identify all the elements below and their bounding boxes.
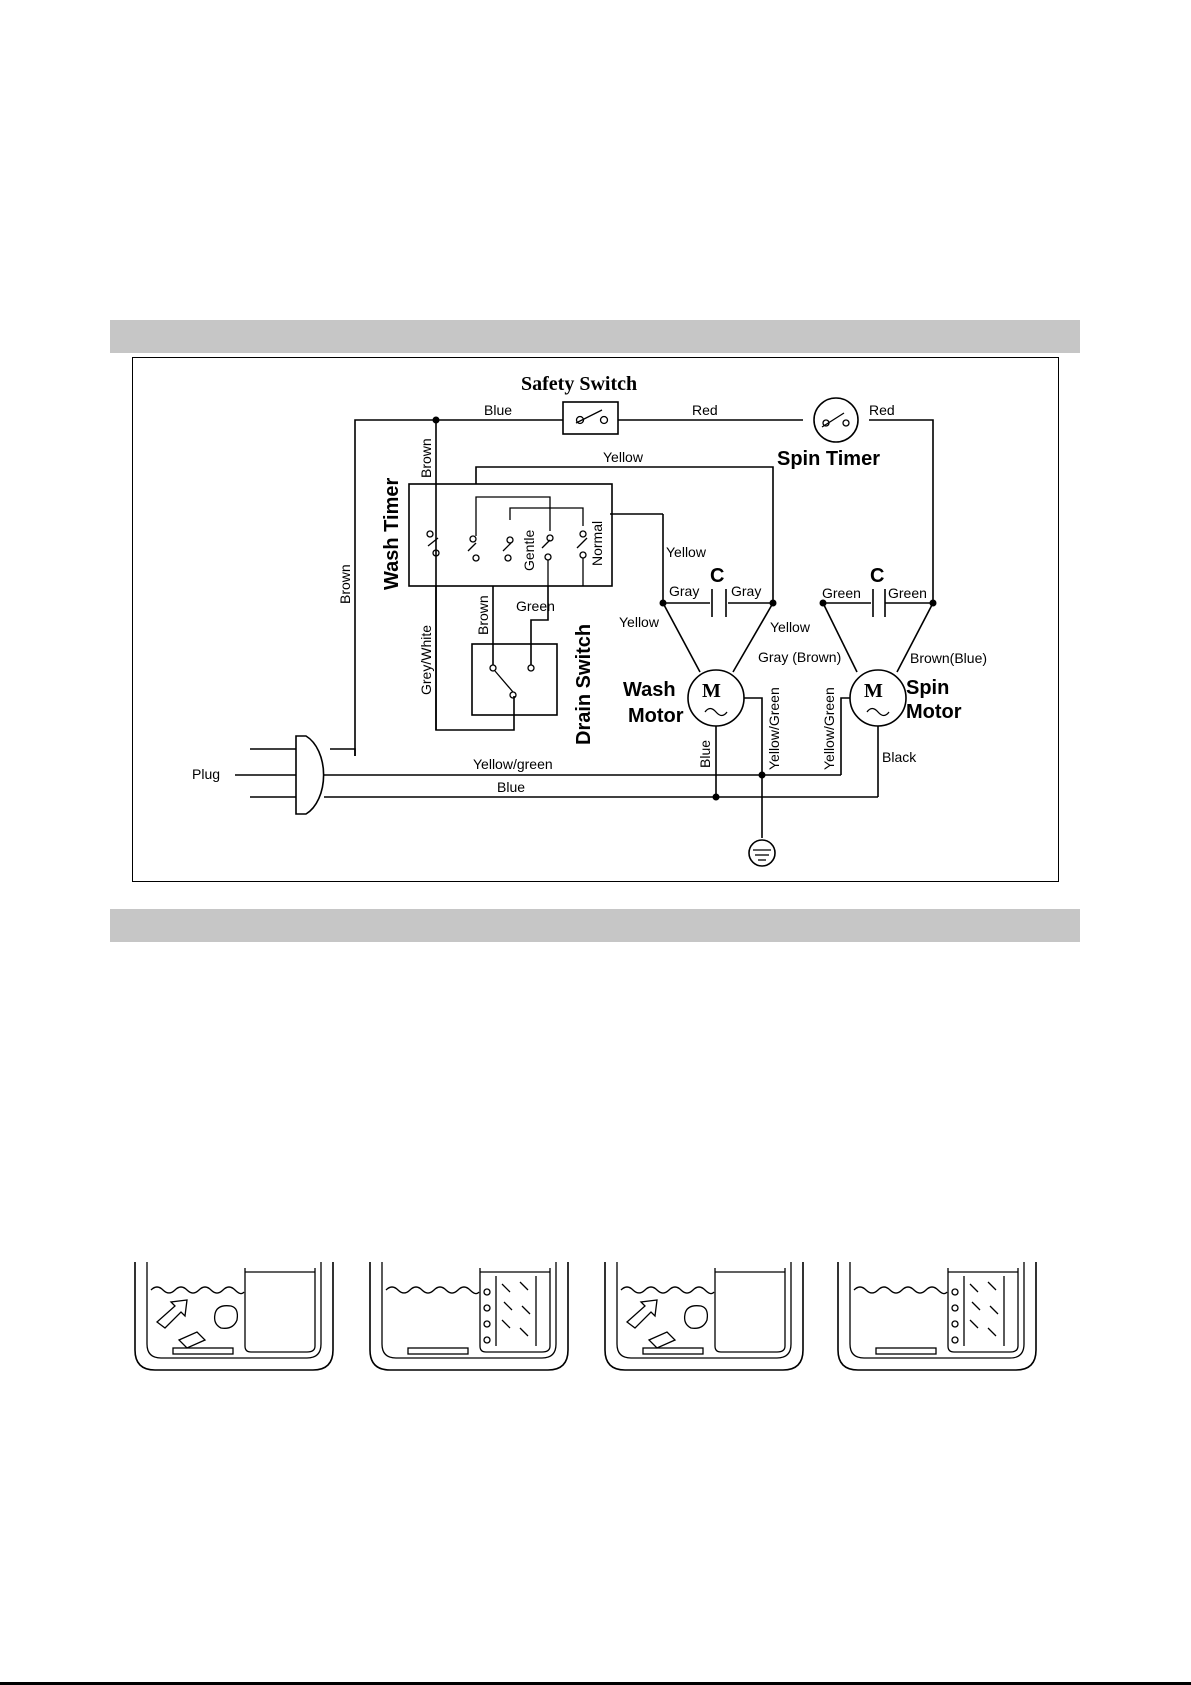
wire-label-brown-drain: Brown — [475, 595, 491, 635]
wire-label-green-left: Green — [822, 585, 861, 601]
wire-label-gray-left: Gray — [669, 583, 700, 599]
wire-label-brown-vertical: Brown — [418, 438, 434, 478]
tub-wash-1 — [135, 1262, 333, 1370]
tub-spin-1 — [370, 1262, 568, 1370]
wire-label-gray-brown: Gray (Brown) — [758, 649, 842, 665]
wire-label-yellow-mid: Yellow — [666, 544, 706, 560]
drain-switch-label: Drain Switch — [573, 623, 595, 745]
wire-label-yellow-top: Yellow — [603, 449, 643, 465]
wire-label-grey-white: Grey/White — [418, 624, 434, 695]
wire-label-green-right: Green — [888, 585, 927, 601]
gentle-label: Gentle — [521, 529, 537, 571]
wire-label-black: Black — [882, 749, 917, 765]
wash-motor-label-line1: Wash — [623, 679, 676, 701]
wire-label-green-drain: Green — [516, 598, 555, 614]
spin-capacitor-label: C — [870, 565, 885, 587]
wire-label-yellow-green-plug: Yellow/green — [473, 756, 553, 772]
spin-motor-label-line2: Motor — [906, 701, 962, 723]
wire-label-blue-plug: Blue — [497, 779, 526, 795]
wire-label-yellow-wm-left: Yellow — [619, 614, 659, 630]
wash-motor-label-line2: Motor — [628, 705, 684, 727]
wire-label-blue-top: Blue — [484, 402, 513, 418]
wire-label-red-right: Red — [869, 402, 895, 418]
wash-timer-label: Wash Timer — [381, 477, 403, 590]
safety-switch-label: Safety Switch — [521, 373, 638, 395]
wire-label-yellow-green-sm: Yellow/Green — [821, 687, 837, 770]
wire-label-yellow-wm-right: Yellow — [770, 619, 810, 635]
plug-label: Plug — [192, 766, 221, 782]
spin-motor-label-line1: Spin — [906, 677, 950, 699]
wash-capacitor-label: C — [710, 565, 725, 587]
wash-motor-symbol: M — [702, 680, 721, 702]
wire-label-red-left: Red — [692, 402, 718, 418]
spin-motor-symbol: M — [864, 680, 883, 702]
wire-label-blue-wm: Blue — [697, 739, 713, 768]
wire-label-yellow-green-wm: Yellow/Green — [766, 687, 782, 770]
wire-label-brown-blue: Brown(Blue) — [910, 650, 988, 666]
spin-timer-label: Spin Timer — [777, 448, 880, 470]
wire-label-gray-right: Gray — [731, 583, 762, 599]
tub-wash-2 — [605, 1262, 803, 1370]
tub-spin-2 — [838, 1262, 1036, 1370]
wire-label-brown-left: Brown — [337, 564, 353, 604]
normal-label: Normal — [589, 520, 605, 566]
